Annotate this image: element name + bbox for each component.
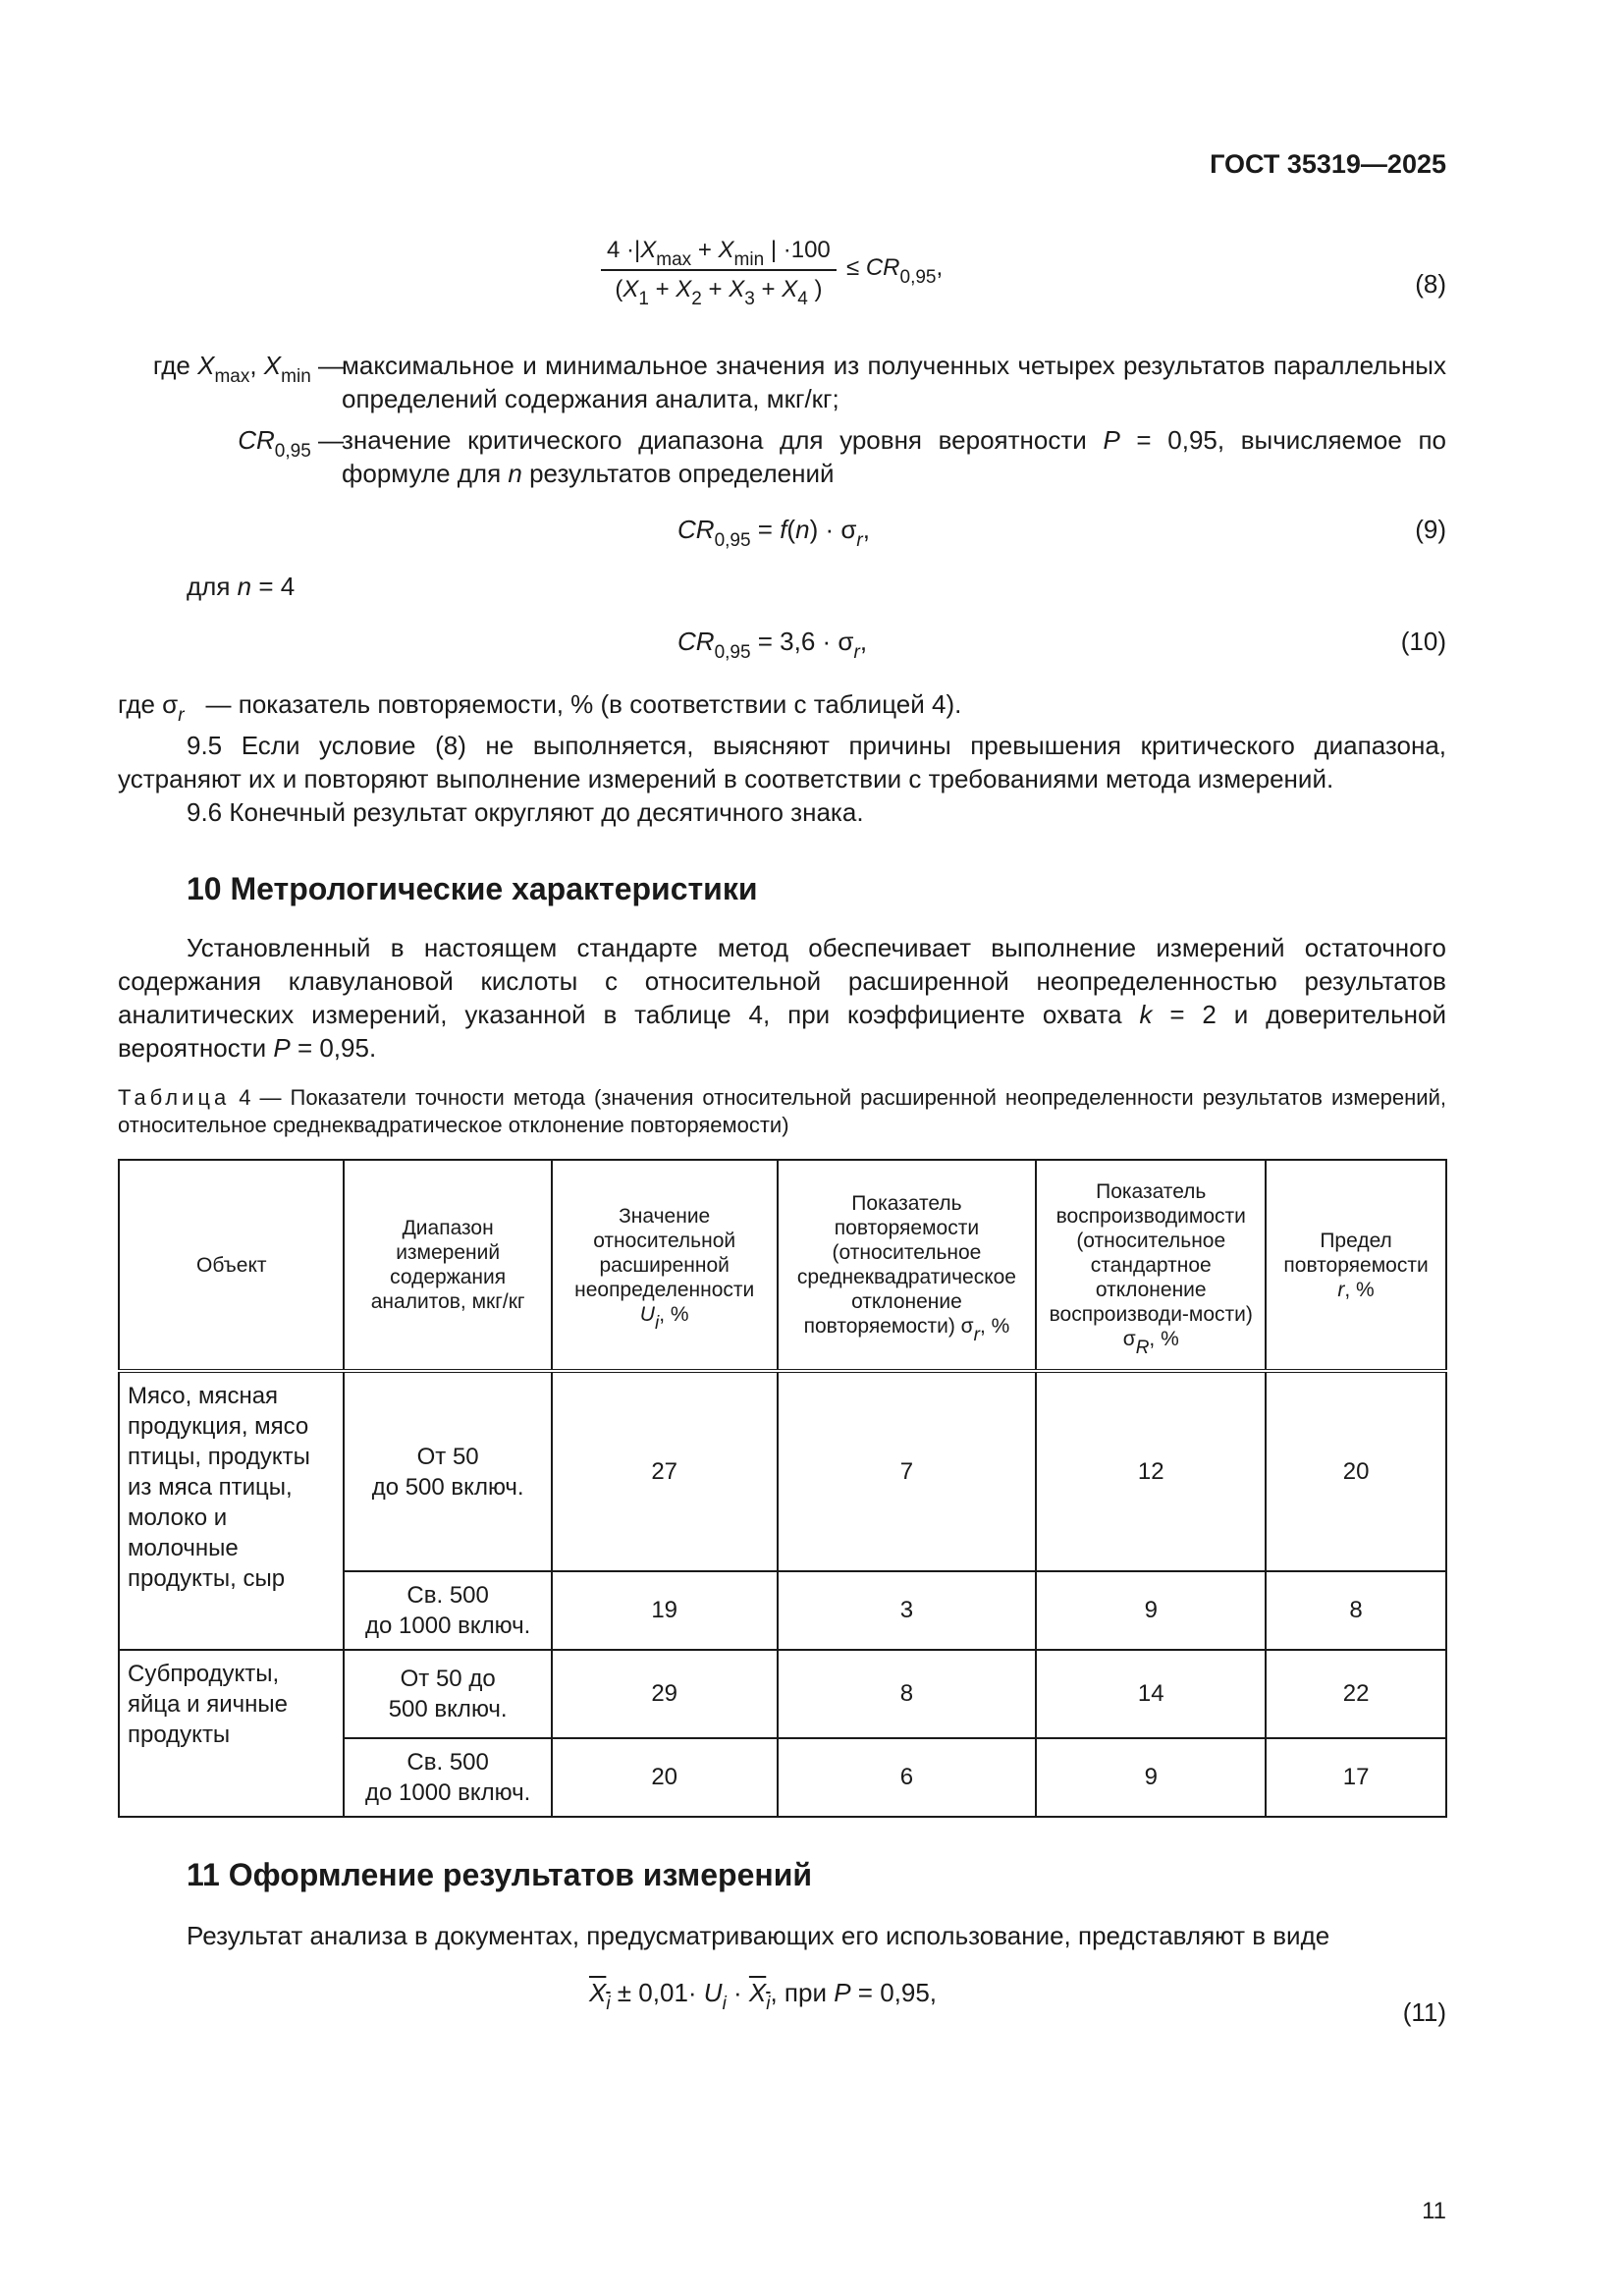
definition-cr095 bbox=[118, 423, 1446, 494]
cell-repeatability: 6 bbox=[778, 1738, 1037, 1817]
cell-repeatability-limit: 22 bbox=[1266, 1650, 1446, 1738]
paragraph-11: Результат анализа в документах, предусматривающих его использование, представляют в виде bbox=[187, 1921, 1330, 1950]
cell-reproducibility: 9 bbox=[1036, 1571, 1266, 1650]
definition-xmax-xmin bbox=[118, 349, 1446, 419]
cell-range: Св. 500 до 1000 включ. bbox=[344, 1738, 551, 1817]
cell-uncertainty: 29 bbox=[552, 1650, 778, 1738]
eq10-number: (10) bbox=[1400, 627, 1446, 656]
header-repeatability-limit: Предел повторяемости r, % bbox=[1266, 1160, 1446, 1371]
section-10-title: 10 Метрологические характеристики bbox=[187, 871, 758, 906]
cell-reproducibility: 9 bbox=[1036, 1738, 1266, 1817]
cell-repeatability-limit: 20 bbox=[1266, 1371, 1446, 1571]
table-4-caption: Таблица 4 — Показатели точности метода (значения относительной расширенной неопределенности результатов измерений, относительное среднеквадратическое отклонение повторяемости) bbox=[118, 1085, 1446, 1137]
equation-10: $CR_{0,95} = 3,6 \cdot \sigma_r$, bbox=[677, 627, 868, 663]
eq8-denominator: ($X_1 + X_2 + X_3 + X_4$ ) bbox=[615, 276, 823, 309]
section-11-title: 11 Оформление результатов измерений bbox=[187, 1857, 813, 1892]
cell-object: Субпродукты, яйца и яичные продукты bbox=[119, 1650, 344, 1817]
paragraph-9-6: 9.6 Конечный результат округляют до десятичного знака. bbox=[187, 797, 864, 827]
eq9-number: (9) bbox=[1415, 515, 1446, 544]
header-uncertainty: Значение относительной расширенной неопределенности Ui, % bbox=[552, 1160, 778, 1371]
header-range: Диапазон измерений содержания аналитов, мкг/кг bbox=[344, 1160, 551, 1371]
equation-11: $X_i \pm 0,01\cdot U_i \cdot X_i$, при P = 0,95, bbox=[589, 1978, 938, 2014]
cell-repeatability-limit: 8 bbox=[1266, 1571, 1446, 1650]
paragraph-9-5: 9.5 Если условие (8) не выполняется, выясняют причины превышения критического диапазона, устраняют их и повторяют выполнение измерений в соответствии с требованиями метода измерений. bbox=[118, 731, 1446, 793]
document-number: ГОСТ 35319—2025 bbox=[1210, 149, 1446, 179]
table-row bbox=[119, 1371, 1446, 1571]
cell-object: Мясо, мясная продукция, мясо птицы, продукты из мяса птицы, молоко и молочные продукты, сыр bbox=[119, 1371, 344, 1650]
cell-reproducibility: 14 bbox=[1036, 1650, 1266, 1738]
cell-repeatability: 3 bbox=[778, 1571, 1037, 1650]
eq11-number: (11) bbox=[1402, 1997, 1446, 2027]
definition-sigma-r: где $\sigma_r$ — показатель повторяемости, % (в соответствии с таблицей 4). bbox=[118, 689, 962, 726]
table-header-row bbox=[119, 1160, 1446, 1371]
header-reproducibility: Показатель воспроизводимости (относительное стандартное отклонение воспроизводи-мости) σR, % bbox=[1036, 1160, 1266, 1371]
condition-n4: для n = 4 bbox=[187, 572, 296, 601]
eq8-fraction bbox=[601, 234, 837, 309]
cell-repeatability-limit: 17 bbox=[1266, 1738, 1446, 1817]
table-4 bbox=[118, 1159, 1447, 1818]
page-number: 11 bbox=[1422, 2198, 1446, 2224]
definition-label: $CR_{0,95}$ — bbox=[238, 425, 344, 462]
cell-range: От 50 до 500 включ. bbox=[344, 1650, 551, 1738]
equation-9: $CR_{0,95} = f(n) \cdot \sigma_r$, bbox=[677, 515, 870, 551]
definition-label: где $X_{max}$, $X_{min}$ — bbox=[152, 351, 344, 387]
header-object: Объект bbox=[119, 1160, 344, 1371]
header-repeatability: Показатель повторяемости (относительное среднеквадратическое отклонение повторяемости) σr, % bbox=[778, 1160, 1037, 1371]
cell-repeatability: 7 bbox=[778, 1371, 1037, 1571]
eq8-number: (8) bbox=[1415, 269, 1446, 299]
cell-range: Св. 500 до 1000 включ. bbox=[344, 1571, 551, 1650]
cell-uncertainty: 20 bbox=[552, 1738, 778, 1817]
cell-uncertainty: 19 bbox=[552, 1571, 778, 1650]
paragraph-10: Установленный в настоящем стандарте метод обеспечивает выполнение измерений остаточного содержания клавулановой кислоты с относительной расширенной неопределенностью результатов аналитических измерений, указанной в таблице 4, при коэффициенте охвата k = 2 и доверительной вероятности P = 0,95. bbox=[118, 933, 1446, 1063]
cell-reproducibility: 12 bbox=[1036, 1371, 1266, 1571]
definition-text: максимальное и минимальное значения из полученных четырех результатов параллельных определений содержания аналита, мкг/кг; bbox=[342, 351, 1446, 413]
cell-uncertainty: 27 bbox=[552, 1371, 778, 1571]
eq8-numerator: $4 \cdot|X_{max} + X_{min}$ | ·100 bbox=[601, 234, 837, 271]
cell-repeatability: 8 bbox=[778, 1650, 1037, 1738]
definition-text: значение критического диапазона для уровня вероятности P = 0,95, вычисляемое по формуле для n результатов определений bbox=[342, 425, 1446, 488]
eq8-rhs: ≤ $CR_{0,95}$, bbox=[846, 254, 944, 288]
table-row bbox=[119, 1650, 1446, 1738]
cell-range: От 50 до 500 включ. bbox=[344, 1371, 551, 1571]
